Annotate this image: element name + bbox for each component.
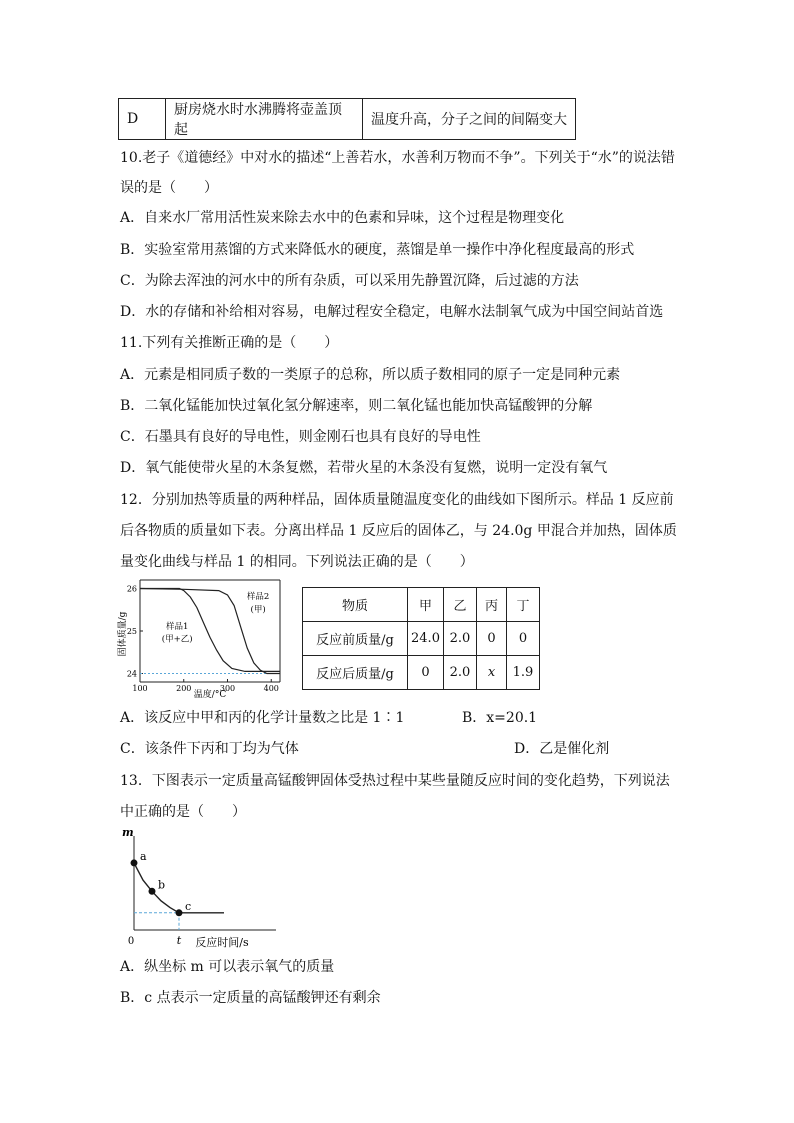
table-cell: 0 — [477, 622, 507, 656]
table-row — [303, 588, 540, 622]
chart1-xtick-label: 400 — [263, 684, 279, 693]
chart1-xtick-label: 300 — [219, 684, 236, 693]
q12-stem-1: 12．分别加热等质量的两种样品，固体质量随温度变化的曲线如下图所示。样品 1 反应前 — [120, 492, 674, 508]
table-cell: 2.0 — [444, 656, 477, 690]
top-table-col2: 厨房烧水时水沸腾将壶盖顶起 — [166, 99, 363, 140]
mass-table-header: 物质 — [303, 588, 408, 622]
chart1-xtick-label: 200 — [176, 684, 192, 693]
chart1-ytick-label: 24 — [126, 669, 137, 679]
chart2-point-label: c — [185, 899, 192, 913]
mass-table-header: 甲 — [408, 588, 444, 622]
chart2-point-label: a — [140, 849, 147, 863]
mass-table-header: 丁 — [507, 588, 540, 622]
table-cell: 反应前质量/g — [303, 622, 408, 656]
q10-option-a: A．自来水厂常用活性炭来除去水中的色素和异味，这个过程是物理变化 — [120, 210, 565, 226]
table-cell: 0 — [507, 622, 540, 656]
mass-table — [302, 587, 540, 690]
table-cell: 2.0 — [444, 622, 477, 656]
mass-table-header: 乙 — [444, 588, 477, 622]
q12-option-a: A．该反应中甲和丙的化学计量数之比是 1∶1 — [120, 710, 405, 726]
table-cell: x — [477, 656, 507, 690]
q13-option-a: A．纵坐标 m 可以表示氧气的质量 — [120, 959, 335, 975]
chart2-curve — [134, 863, 224, 913]
table-row — [303, 622, 540, 656]
q10-stem-2: 误的是（ ） — [120, 180, 218, 196]
temperature-mass-chart — [112, 576, 284, 700]
table-cell: 反应后质量/g — [303, 656, 408, 690]
q12-option-d: D．乙是催化剂 — [514, 741, 610, 757]
table-row — [303, 656, 540, 690]
q13-stem-1: 13．下图表示一定质量高锰酸钾固体受热过程中某些量随反应时间的变化趋势，下列说法 — [120, 773, 670, 789]
table-row — [119, 99, 576, 140]
top-table-col1: D — [119, 99, 166, 140]
chart2-point-c — [176, 909, 183, 916]
time-mass-chart — [116, 824, 296, 954]
chart1-series-1-sub: (甲+乙) — [161, 634, 193, 645]
q13-option-b: B．c 点表示一定质量的高锰酸钾还有剩余 — [120, 990, 381, 1006]
q13-stem-2: 中正确的是（ ） — [120, 804, 246, 820]
chart2-ylabel: m — [122, 826, 134, 839]
q12-option-c: C．该条件下丙和丁均为气体 — [120, 741, 299, 757]
chart1-ylabel: 固体质量/g — [118, 611, 128, 657]
table-cell: 24.0 — [408, 622, 444, 656]
chart2-point-b — [149, 888, 156, 895]
chart2-point-a — [131, 859, 138, 866]
chart2-t-label: t — [176, 934, 182, 947]
top-table-col3: 温度升高，分子之间的间隔变大 — [363, 99, 576, 140]
q12-option-b: B．x=20.1 — [462, 710, 538, 726]
q10-option-c: C．为除去浑浊的河水中的所有杂质，可以采用先静置沉降，后过滤的方法 — [120, 273, 579, 289]
q12-stem-3: 量变化曲线与样品 1 的相同。下列说法正确的是（ ） — [120, 554, 474, 570]
chart1-series-2-label: 样品2 — [246, 592, 270, 603]
table-cell: 0 — [408, 656, 444, 690]
q11-option-c: C．石墨具有良好的导电性，则金刚石也具有良好的导电性 — [120, 429, 481, 445]
mass-table-header: 丙 — [477, 588, 507, 622]
chart2-xlabel: 反应时间/s — [195, 936, 249, 949]
q11-option-b: B．二氧化锰能加快过氧化氢分解速率，则二氧化锰也能加快高锰酸钾的分解 — [120, 398, 593, 414]
q11-option-a: A．元素是相同质子数的一类原子的总称，所以质子数相同的原子一定是同种元素 — [120, 367, 621, 383]
q10-stem-1: 10.老子《道德经》中对水的描述“上善若水，水善利万物而不争”。下列关于“水”的说法错 — [120, 150, 675, 166]
q12-stem-2: 后各物质的质量如下表。分离出样品 1 反应后的固体乙，与 24.0g 甲混合并加热，固体质 — [120, 523, 677, 539]
chart1-xtick-label: 100 — [132, 684, 148, 693]
chart1-ytick-label: 26 — [126, 584, 137, 594]
chart1-xlabel: 温度/°C — [193, 690, 227, 700]
q11-option-d: D．氧气能使带火星的木条复燃，若带火星的木条没有复燃，说明一定没有氧气 — [120, 460, 608, 476]
top-table — [118, 98, 576, 140]
chart1-ytick-label: 25 — [126, 627, 137, 636]
q10-option-d: D．水的存储和补给相对容易，电解过程安全稳定，电解水法制氧气成为中国空间站首选 — [120, 304, 664, 320]
chart1-series-1-label: 样品1 — [165, 621, 189, 632]
q10-option-b: B．实验室常用蒸馏的方式来降低水的硬度，蒸馏是单一操作中净化程度最高的形式 — [120, 242, 635, 258]
chart1-series-2-sub: (甲) — [250, 604, 266, 615]
chart2-origin-label: 0 — [127, 936, 135, 947]
q11-stem: 11.下列有关推断正确的是（ ） — [120, 335, 339, 351]
table-cell: 1.9 — [507, 656, 540, 690]
chart2-point-label: b — [158, 878, 166, 892]
